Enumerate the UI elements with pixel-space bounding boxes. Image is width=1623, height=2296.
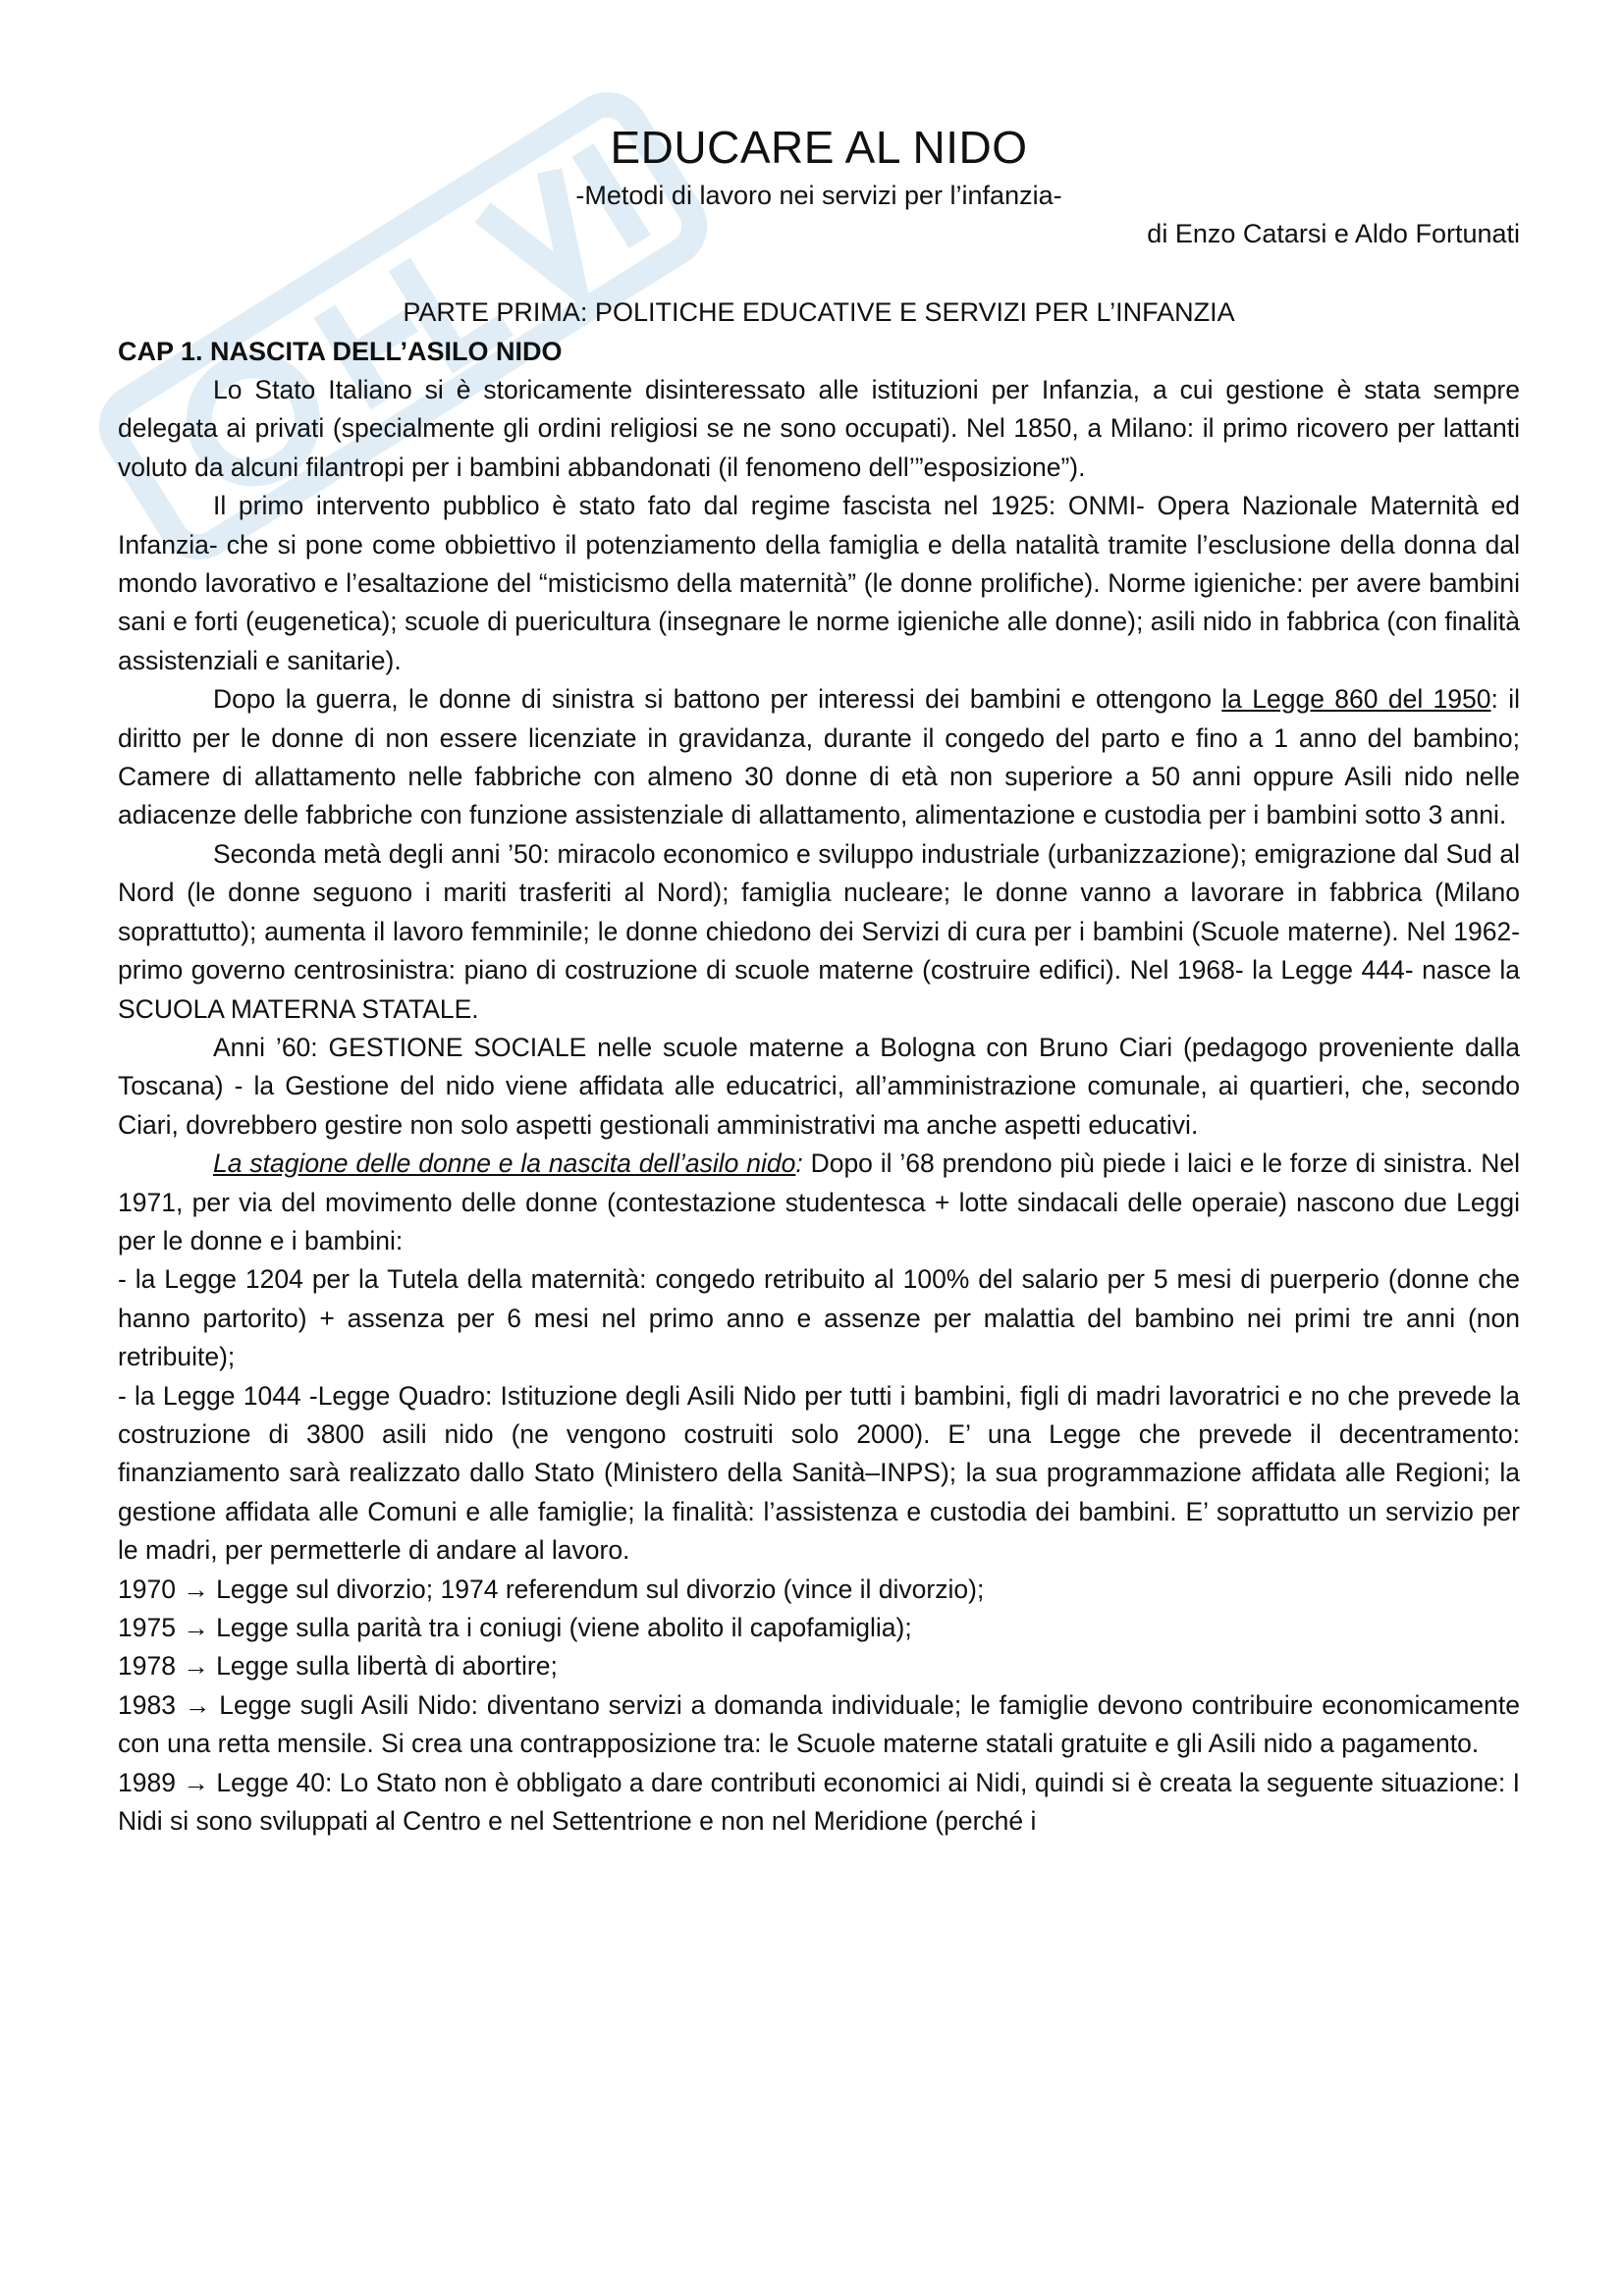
document-subtitle: -Metodi di lavoro nei servizi per l’infanzia-	[575, 181, 1062, 210]
timeline-item: 1983 → Legge sugli Asili Nido: diventano servizi a domanda individuale; le famiglie devono contribuire economicamente con una retta mensile. Si crea una contrapposizione tra: le Scuole materne statali gratuite e gli Asili nido a pagamento.	[118, 1689, 1520, 1759]
paragraph-5: Anni ’60: GESTIONE SOCIALE nelle scuole materne a Bologna con Bruno Ciari (pedagogo proveniente dalla Toscana) - la Gestione del nido viene affidata alle educatrici, all’amministrazione comunale, ai quartieri, che, secondo Ciari, dovrebbero gestire non solo aspetti gestionali amministrativi ma anche aspetti educativi.	[118, 1032, 1520, 1140]
section-heading-women: La stagione delle donne e la nascita dell’asilo nido	[213, 1148, 796, 1179]
paragraph-3-body: : il diritto per le donne di non essere licenziate in gravidanza, durante il congedo del parto e fino a 1 anno del bambino; Camere di allattamento nelle fabbriche con almeno 30 donne di età non superiore a 50 anni oppure Asili nido nelle adiacenze delle fabbriche con funzione assistenziale di allattamento, alimentazione e custodia per i bambini sotto 3 anni.	[118, 684, 1520, 830]
paragraph-1: Lo Stato Italiano si è storicamente disinteressato alle istituzioni per Infanzia, a cui gestione è stata sempre delegata ai privati (specialmente gli ordini religiosi se ne sono occupati). Nel 1850, a Milano: il primo ricovero per lattanti voluto da alcuni filantropi per i bambini abbandonati (il fenomeno dell’”esposizione”).	[118, 375, 1520, 482]
timeline-item: 1975 → Legge sulla parità tra i coniugi (viene abolito il capofamiglia);	[118, 1613, 912, 1642]
section-heading-colon: :	[795, 1148, 803, 1179]
law-860-reference: la Legge 860 del 1950	[1221, 684, 1491, 715]
paragraph-6	[118, 1145, 1520, 1260]
paragraph-3	[118, 680, 1520, 835]
paragraph-law-1204: - la Legge 1204 per la Tutela della maternità: congedo retribuito al 100% del salario per 5 mesi di puerperio (donne che hanno partorito) + assenza per 6 mesi nel primo anno e assenze per malattia del bambino nei primi tre anni (non retribuite);	[118, 1264, 1520, 1372]
chapter-title: CAP 1. NASCITA DELL’ASILO NIDO	[118, 337, 563, 366]
part-title: PARTE PRIMA: POLITICHE EDUCATIVE E SERVIZI PER L’INFANZIA	[403, 297, 1235, 327]
timeline-item: 1978 → Legge sulla libertà di abortire;	[118, 1651, 558, 1682]
document-title: EDUCARE AL NIDO	[610, 122, 1028, 173]
paragraph-6-body: Dopo il ’68 prendono più piede i laici e le forze di sinistra. Nel 1971, per via del movimento delle donne (contestazione studentesca + lotte sindacali delle operaie) nascono due Leggi per le donne e i bambini:	[118, 1148, 1520, 1255]
paragraph-law-1044: - la Legge 1044 -Legge Quadro: Istituzione degli Asili Nido per tutti i bambini, figli di madri lavoratrici e no che prevede la costruzione di 3800 asili nido (ne vengono costruiti solo 2000). E’ una Legge che prevede il decentramento: finanziamento sarà realizzato dallo Stato (Ministero della Sanità–INPS); la sua programmazione affidata alle Regioni; la gestione affidata alle Comuni e alle famiglie; la finalità: l’assistenza e custodia dei bambini. E’ soprattutto un servizio per le madri, per permetterle di andare al lavoro.	[118, 1380, 1520, 1566]
paragraph-2: Il primo intervento pubblico è stato fato dal regime fascista nel 1925: ONMI- Opera Nazionale Maternità ed Infanzia- che si pone come obbiettivo il potenziamento della famiglia e della natalità tramite l’esclusione della donna dal mondo lavorativo e l’esaltazione del “misticismo della maternità” (le donne prolifiche). Norme igieniche: per avere bambini sani e forti (eugenetica); scuole di puericultura (insegnare le norme igieniche alle donne); asili nido in fabbrica (con finalità assistenziali e sanitarie).	[118, 491, 1520, 675]
document-authors: di Enzo Catarsi e Aldo Fortunati	[1147, 219, 1520, 248]
timeline-item: 1989 → Legge 40: Lo Stato non è obbligato a dare contributi economici ai Nidi, quindi si è creata la seguente situazione: I Nidi si sono sviluppati al Centro e nel Settentrione e non nel Meridione (perché i	[118, 1767, 1520, 1837]
paragraph-3-intro: Dopo la guerra, le donne di sinistra si battono per interessi dei bambini e ottengono	[213, 684, 1222, 715]
paragraph-4: Seconda metà degli anni ’50: miracolo economico e sviluppo industriale (urbanizzazione); emigrazione dal Sud al Nord (le donne seguono i mariti trasferiti al Nord); famiglia nucleare; le donne vanno a lavorare in fabbrica (Milano soprattutto); aumenta il lavoro femminile; le donne chiedono dei Servizi di cura per i bambini (Scuole materne). Nel 1962- primo governo centrosinistra: piano di costruzione di scuole materne (costruire edifici). Nel 1968- la Legge 444- nasce la SCUOLA MATERNA STATALE.	[118, 838, 1520, 1024]
timeline-item: 1970 → Legge sul divorzio; 1974 referendum sul divorzio (vince il divorzio);	[118, 1574, 985, 1604]
document-page	[118, 118, 1520, 1841]
